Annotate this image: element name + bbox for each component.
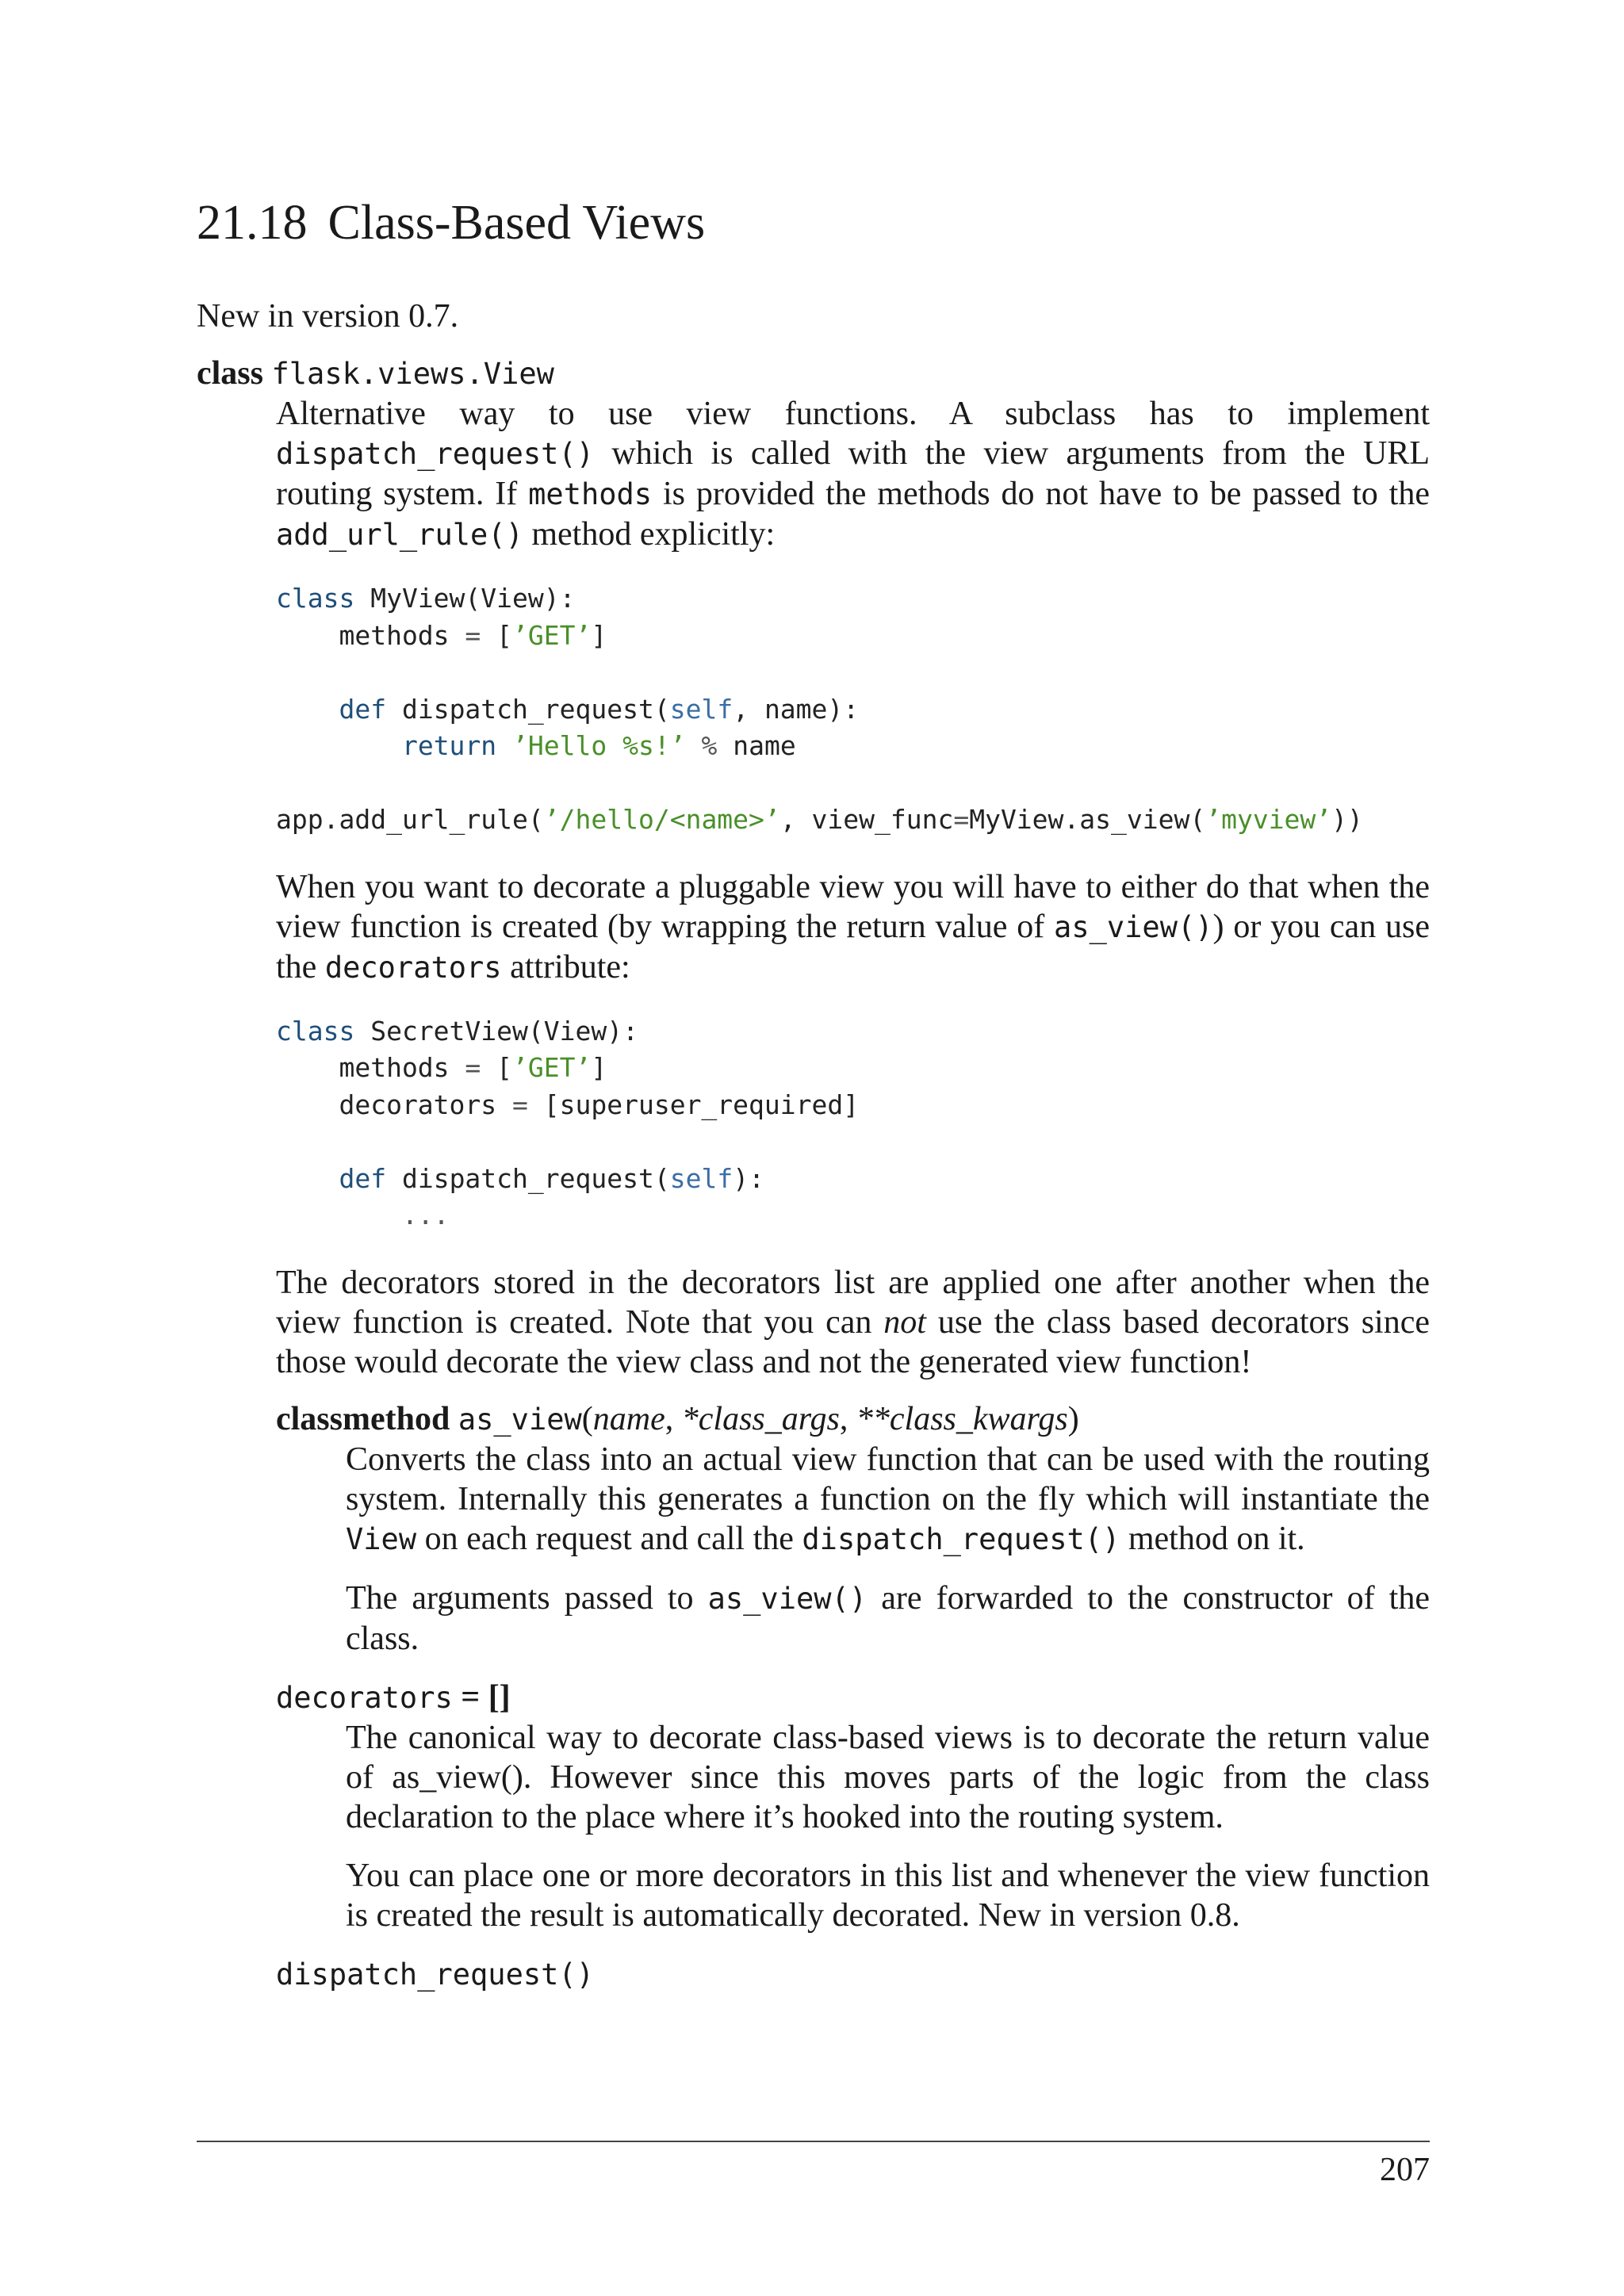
code-block-myview: class MyView(View): methods = [’GET’] def dispatch_request(self, name): return ’Hello %s!’ % name app.add_url_rule(’/hello/<name>’, view_func=MyView.as_view(’myview’)) (276, 569, 1430, 850)
class-signature (197, 354, 1430, 394)
as-view-signature: classmethod as_view(name, *class_args, **class_kwargs) (276, 1400, 1079, 1437)
decorate-code-as-view: as_view() (1054, 909, 1213, 944)
section-title: Class-Based Views (327, 196, 706, 250)
decorate-text-2: ) or you can use the (276, 908, 1430, 985)
as-view-paragraph-2: The arguments passed to as_view() are forwarded to the constructor of the class. (346, 1579, 1430, 1657)
intro-text-4: method explicitly: (523, 516, 776, 553)
page-content (197, 187, 1430, 1995)
class-description (276, 394, 1430, 1995)
intro-text-3: is provided the methods do not have to be passed to the (652, 476, 1430, 512)
dispatch-request-name: dispatch_request() (276, 1957, 594, 1992)
decorators-attr-name: decorators (276, 1680, 453, 1715)
decorate-paragraph (276, 867, 1430, 988)
as-view-arg-class-kwargs: **class_kwargs (856, 1400, 1068, 1437)
classmethod-keyword: classmethod (276, 1400, 450, 1437)
decorate-code-decorators: decorators (324, 950, 502, 985)
intro-text-1: Alternative way to use view functions. A subclass has to implement (276, 396, 1430, 432)
decorators-paragraph (276, 1263, 1430, 1382)
dispatch-request-signature (276, 1954, 1430, 1995)
as-view-arg-name: name (592, 1400, 665, 1437)
class-keyword: class (197, 355, 263, 392)
decorators-attr-value: = [] (452, 1678, 511, 1716)
as-view-arg-class-args: *class_args (681, 1400, 840, 1437)
page-number: 207 (1380, 2152, 1430, 2188)
intro-paragraph (276, 394, 1430, 555)
decorators-attr-paragraph-2: You can place one or more decorators in this list and whenever the view function is created the result is automatically decorated. New in version 0.8. (346, 1857, 1430, 1934)
intro-code-add-url-rule: add_url_rule() (276, 518, 523, 552)
decorators-text-1: The decorators stored in the decorators list are applied one after another when the view function is created. Note that you can (276, 1264, 1430, 1341)
intro-code-dispatch: dispatch_request() (276, 437, 594, 471)
section-number: 21.18 (197, 196, 308, 250)
decorators-attribute-description (346, 1718, 1430, 1935)
decorators-text-2: use the class based decorators since those would decorate the view class and not the generated view function! (276, 1303, 1430, 1380)
decorate-text-1: When you want to decorate a pluggable view you will have to either do that when the view function is created (by wrapping the return value of (276, 868, 1430, 945)
decorate-text-3: attribute: (501, 948, 630, 985)
as-view-name: as_view (458, 1402, 582, 1437)
decorators-attribute-signature (276, 1678, 1430, 1718)
intro-text-2: which is called with the view arguments from the URL routing system. If (276, 435, 1430, 512)
class-name: flask.views.View (271, 357, 554, 391)
as-view-paragraph-1: Converts the class into an actual view function that can be used with the routing system. Internally this generates a function on the fly which will instantiate the View on each request and call the dispatch_request() method on it. (346, 1441, 1430, 1557)
decorators-emphasis: not (883, 1303, 926, 1341)
as-view-description (346, 1440, 1430, 1659)
version-note: New in version 0.7. (197, 298, 459, 335)
decorators-attr-paragraph-1: The canonical way to decorate class-based views is to decorate the return value of as_view(). However since this moves parts of the logic from the class declaration to the place where it’s hooked into the routing system. (346, 1719, 1430, 1835)
intro-code-methods: methods (528, 477, 653, 511)
section-heading (197, 187, 1430, 258)
code-block-secretview: class SecretView(View): methods = [’GET’] decorators = [superuser_required] def dispatch_request(self): ... (276, 1002, 1430, 1246)
footer-rule (197, 2141, 1430, 2142)
